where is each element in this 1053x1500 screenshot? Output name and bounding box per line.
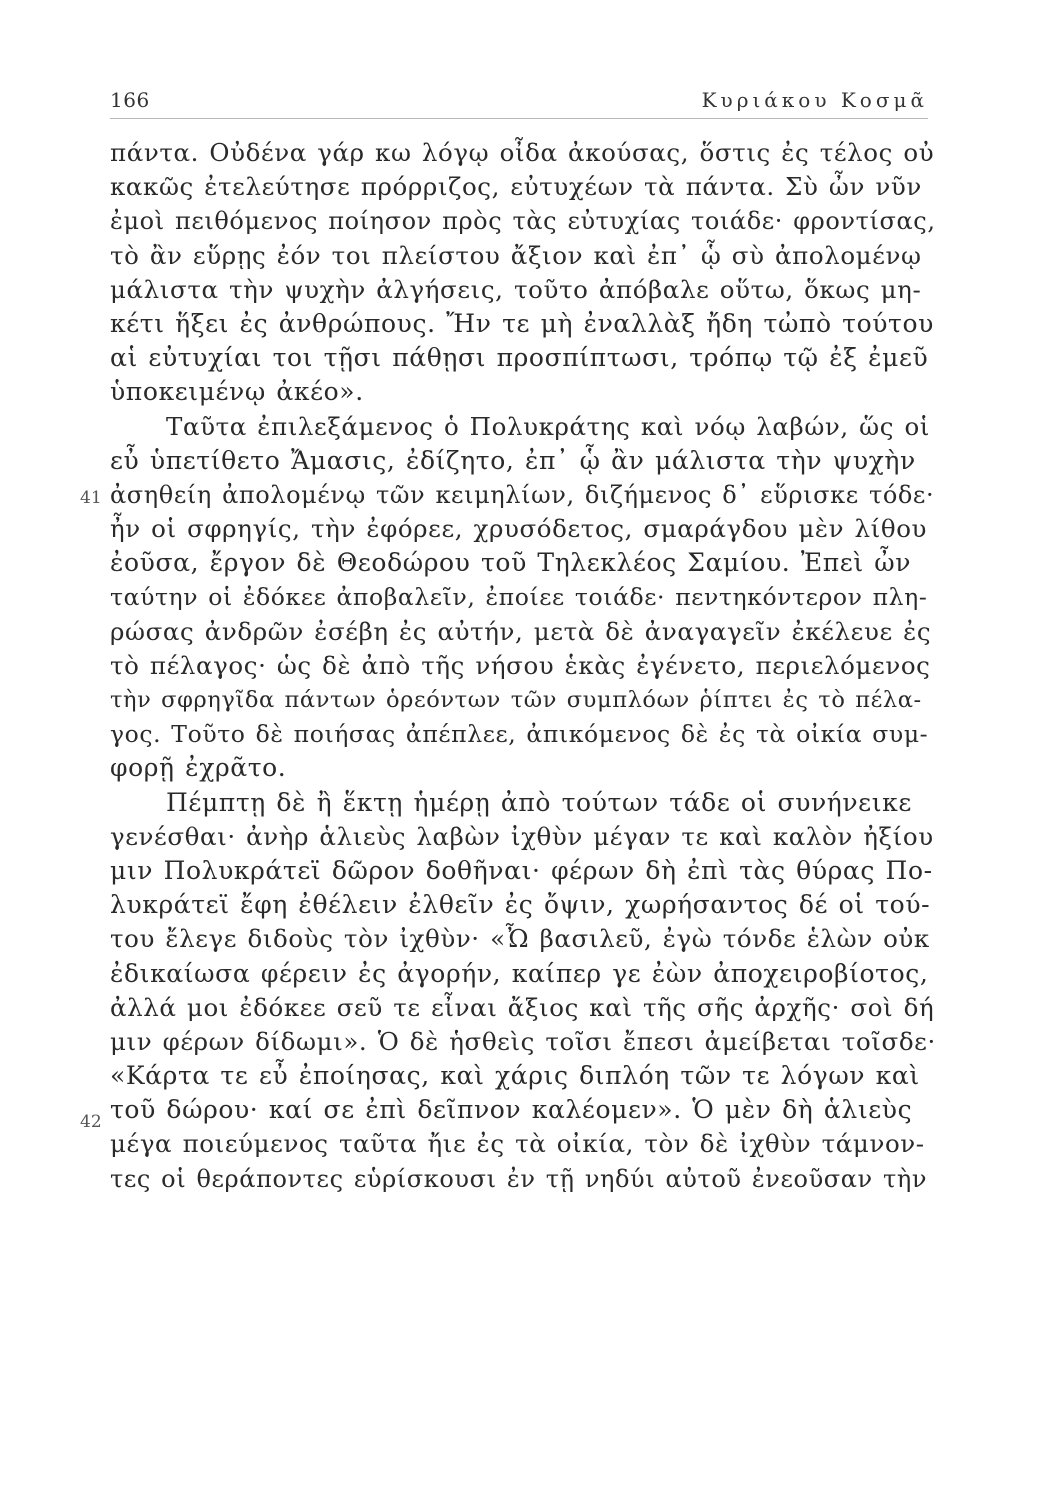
text-line: ἐδικαίωσα φέρειν ἐς ἀγορήν, καίπερ γε ἐὼν ἀποχειροβίοτος, xyxy=(110,958,929,988)
section-number-41: 41 xyxy=(80,488,102,508)
text-line: τοῦ δώρου· καί σε ἐπὶ δεῖπνον καλέομεν». Ὁ μὲν δὴ ἁλιεὺς xyxy=(110,1095,913,1125)
text-line: τὸ πέλαγος· ὡς δὲ ἀπὸ τῆς νήσου ἑκὰς ἐγένετο, περιελόμενος xyxy=(110,650,931,680)
text-line: Ταῦτα ἐπιλεξάμενος ὁ Πολυκράτης καὶ νόῳ λαβών, ὥς οἱ xyxy=(166,411,931,441)
text-line: ἀλλά μοι ἐδόκεε σεῦ τε εἶναι ἄξιος καὶ τῆς σῆς ἀρχῆς· σοὶ δή xyxy=(110,992,935,1022)
text-line: κακῶς ἐτελεύτησε πρόρριζος, εὐτυχέων τὰ πάντα. Σὺ ὦν νῦν xyxy=(110,172,922,202)
text-line: τὴν σφρηγῖδα πάντων ὁρεόντων τῶν συμπλόων ῥίπτει ἐς τὸ πέλα- xyxy=(110,687,922,713)
page-header xyxy=(110,88,928,118)
text-line: γος. Τοῦτο δὲ ποιήσας ἀπέπλεε, ἀπικόμενος δὲ ἐς τὰ οἰκία συμ- xyxy=(110,720,929,749)
text-line: ἦν οἱ σφρηγίς, τὴν ἐφόρεε, χρυσόδετος, σμαράγδου μὲν λίθου xyxy=(110,514,928,544)
page-number: 166 xyxy=(110,88,150,112)
text-line: ταύτην οἱ ἐδόκεε ἀποβαλεῖν, ἐποίεε τοιάδε· πεντηκόντερον πλη- xyxy=(110,583,928,612)
text-line: αἱ εὐτυχίαι τοι τῇσι πάθῃσι προσπίπτωσι, τρόπῳ τῷ ἐξ ἐμεῦ xyxy=(110,343,929,373)
text-line: ἐοῦσα, ἔργον δὲ Θεοδώρου τοῦ Τηλεκλέος Σαμίου. Ἐπεὶ ὦν xyxy=(110,548,912,578)
running-head: Κυριάκου Κοσμᾶ xyxy=(701,88,928,112)
text-line: «Κάρτα τε εὖ ἐποίησας, καὶ χάρις διπλόη τῶν τε λόγων καὶ xyxy=(110,1061,920,1091)
text-line: μιν φέρων δίδωμι». Ὁ δὲ ἡσθεὶς τοῖσι ἔπεσι ἀμείβεται τοῖσδε· xyxy=(110,1026,936,1056)
text-line: τὸ ἂν εὕρῃς ἐόν τοι πλείστου ἄξιον καὶ ἐπ᾽ ᾧ σὺ ἀπολομένῳ xyxy=(110,240,922,270)
text-line: φορῇ ἐχρᾶτο. xyxy=(110,753,287,783)
text-line: ἐμοὶ πειθόμενος ποίησον πρὸς τὰς εὐτυχίας τοιάδε· φροντίσας, xyxy=(110,207,936,236)
text-line: ἀσηθείη ἀπολομένῳ τῶν κειμηλίων, διζήμενος δ᾽ εὕρισκε τόδε· xyxy=(110,480,935,509)
body-text xyxy=(110,136,936,1196)
text-line: γενέσθαι· ἀνὴρ ἁλιεὺς λαβὼν ἰχθὺν μέγαν τε καὶ καλὸν ἠξίου xyxy=(110,821,934,851)
text-line: μέγα ποιεύμενος ταῦτα ἤιε ἐς τὰ οἰκία, τὸν δὲ ἰχθὺν τάμνον- xyxy=(110,1129,925,1159)
text-line: μάλιστα τὴν ψυχὴν ἀλγήσεις, τοῦτο ἀπόβαλε οὕτω, ὅκως μη- xyxy=(110,274,922,304)
text-line: εὖ ὑπετίθετο Ἄμασις, ἐδίζητο, ἐπ᾽ ᾧ ἂν μάλιστα τὴν ψυχὴν xyxy=(110,445,916,475)
text-line: ρώσας ἀνδρῶν ἐσέβη ἐς αὐτήν, μετὰ δὲ ἀναγαγεῖν ἐκέλευε ἐς xyxy=(110,616,932,646)
section-number-42: 42 xyxy=(80,1112,102,1132)
text-line: κέτι ἥξει ἐς ἀνθρώπους. Ἤν τε μὴ ἐναλλὰξ ἤδη τὠπὸ τούτου xyxy=(110,308,934,338)
header-rule xyxy=(110,118,928,119)
text-line: ὑποκειμένῳ ἀκέο». xyxy=(110,377,364,407)
text-line: Πέμπτῃ δὲ ἢ ἕκτῃ ἡμέρῃ ἀπὸ τούτων τάδε οἱ συνήνεικε xyxy=(166,787,912,817)
text-line: πάντα. Οὐδένα γάρ κω λόγῳ οἶδα ἀκούσας, ὅστις ἐς τέλος οὐ xyxy=(110,138,935,167)
text-line: του ἔλεγε διδοὺς τὸν ἰχθὺν· «Ὦ βασιλεῦ, ἐγὼ τόνδε ἑλὼν οὐκ xyxy=(110,924,930,954)
text-line: λυκράτεϊ ἔφη ἐθέλειν ἐλθεῖν ἐς ὄψιν, χωρήσαντος δέ οἱ τού- xyxy=(110,890,931,920)
text-line: μιν Πολυκράτεϊ δῶρον δοθῆναι· φέρων δὴ ἐπὶ τὰς θύρας Πο- xyxy=(110,855,933,885)
text-line: τες οἱ θεράποντες εὑρίσκουσι ἐν τῇ νηδύι αὐτοῦ ἐνεοῦσαν τὴν xyxy=(110,1164,928,1193)
